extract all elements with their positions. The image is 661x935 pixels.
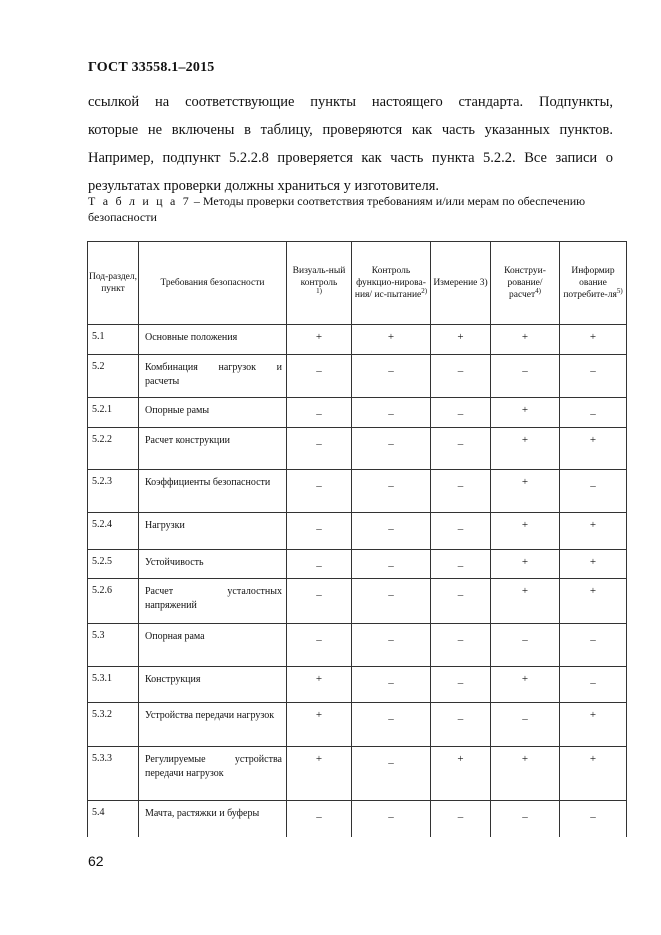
mark-cell: + — [560, 428, 627, 470]
mark-cell: + — [431, 747, 491, 801]
mark-cell: – — [491, 801, 560, 837]
mark-cell: + — [287, 667, 352, 703]
mark-cell: – — [352, 801, 431, 837]
mark-cell: + — [491, 470, 560, 513]
mark-cell: – — [431, 428, 491, 470]
requirement-cell: Конструкция — [139, 667, 287, 703]
clause-cell: 5.2.2 — [88, 428, 139, 470]
mark-cell: – — [352, 428, 431, 470]
mark-cell: – — [287, 579, 352, 624]
mark-cell: – — [560, 355, 627, 398]
requirement-cell: Устойчивость — [139, 550, 287, 579]
mark-cell: + — [491, 325, 560, 355]
col-header-visual: Визуаль-ный контроль $^{1)}$ — [287, 242, 352, 325]
clause-cell: 5.2.5 — [88, 550, 139, 579]
table-caption — [88, 193, 618, 225]
col-header-functional: Контроль функцио-нирова-ния/ ис-пытание$^{2)}$ — [352, 242, 431, 325]
mark-cell: + — [431, 325, 491, 355]
verification-methods-table — [87, 241, 627, 837]
col-header-requirements: Требования безопасности — [139, 242, 287, 325]
table-row — [88, 579, 627, 624]
mark-cell: – — [431, 355, 491, 398]
table-row — [88, 470, 627, 513]
mark-cell: + — [560, 550, 627, 579]
requirement-cell: Опорные рамы — [139, 398, 287, 428]
mark-cell: + — [352, 325, 431, 355]
mark-cell: – — [431, 470, 491, 513]
mark-cell: – — [431, 667, 491, 703]
clause-cell: 5.3.3 — [88, 747, 139, 801]
mark-cell: – — [352, 550, 431, 579]
mark-cell: – — [431, 801, 491, 837]
requirement-cell: Основные положения — [139, 325, 287, 355]
requirement-cell: Регулируемые устройства передачи нагрузок — [139, 747, 287, 801]
col-header-design: Конструи-рование/ расчет$^{4)}$ — [491, 242, 560, 325]
mark-cell: – — [287, 355, 352, 398]
clause-cell: 5.3.2 — [88, 703, 139, 747]
table-row — [88, 703, 627, 747]
mark-cell: – — [560, 667, 627, 703]
footnote-mark: 5) — [616, 286, 623, 295]
mark-cell: – — [431, 703, 491, 747]
table-row — [88, 355, 627, 398]
mark-cell: – — [431, 624, 491, 667]
mark-cell: – — [352, 513, 431, 550]
mark-cell: – — [287, 801, 352, 837]
mark-cell: – — [491, 703, 560, 747]
mark-cell: + — [491, 513, 560, 550]
table-row — [88, 667, 627, 703]
mark-cell: + — [491, 428, 560, 470]
mark-cell: – — [560, 624, 627, 667]
mark-cell: + — [491, 550, 560, 579]
requirement-cell: Комбинация нагрузок и расчеты — [139, 355, 287, 398]
mark-cell: – — [287, 624, 352, 667]
page-number: 62 — [88, 853, 104, 869]
mark-cell: – — [352, 703, 431, 747]
mark-cell: – — [352, 579, 431, 624]
table-row — [88, 550, 627, 579]
table-caption-text: – Методы проверки соответствия требованиям и/или мерам по обеспечению безопасности — [88, 194, 586, 224]
mark-cell: – — [560, 398, 627, 428]
mark-cell: + — [560, 747, 627, 801]
clause-cell: 5.1 — [88, 325, 139, 355]
mark-cell: – — [491, 355, 560, 398]
col-header-clause: Под-раздел, пункт — [88, 242, 139, 325]
mark-cell: + — [287, 703, 352, 747]
mark-cell: – — [352, 667, 431, 703]
mark-cell: – — [560, 801, 627, 837]
document-header: ГОСТ 33558.1–2015 — [88, 60, 215, 75]
mark-cell: – — [352, 398, 431, 428]
mark-cell: + — [491, 579, 560, 624]
mark-cell: – — [287, 398, 352, 428]
mark-cell: + — [560, 703, 627, 747]
clause-cell: 5.3 — [88, 624, 139, 667]
clause-cell: 5.2 — [88, 355, 139, 398]
paragraph-line: которые не включены в таблицу, проверяются как часть указанных пунктов. — [88, 122, 613, 138]
requirement-cell: Расчет конструкции — [139, 428, 287, 470]
mark-cell: – — [431, 550, 491, 579]
requirement-cell: Коэффициенты безопасности — [139, 470, 287, 513]
table-row — [88, 325, 627, 355]
clause-cell: 5.2.4 — [88, 513, 139, 550]
paragraph-line: ссылкой на соответствующие пункты настоящего стандарта. Подпункты, — [88, 94, 613, 110]
requirement-cell: Устройства передачи нагрузок — [139, 703, 287, 747]
clause-cell: 5.2.6 — [88, 579, 139, 624]
table-header-row — [88, 242, 627, 325]
table-row — [88, 398, 627, 428]
requirement-cell: Мачта, растяжки и буферы — [139, 801, 287, 837]
mark-cell: – — [560, 470, 627, 513]
mark-cell: + — [491, 747, 560, 801]
mark-cell: – — [431, 513, 491, 550]
mark-cell: – — [431, 579, 491, 624]
mark-cell: + — [287, 747, 352, 801]
mark-cell: – — [352, 355, 431, 398]
mark-cell: + — [491, 667, 560, 703]
mark-cell: – — [287, 513, 352, 550]
footnote-mark: 4) — [535, 286, 541, 295]
footnote-mark: 2) — [421, 286, 428, 295]
mark-cell: + — [560, 325, 627, 355]
table-row — [88, 624, 627, 667]
mark-cell: – — [352, 747, 431, 801]
paragraph-line: результатах проверки должны храниться у изготовителя. — [88, 178, 439, 194]
table-row — [88, 801, 627, 837]
table-row — [88, 428, 627, 470]
clause-cell: 5.2.1 — [88, 398, 139, 428]
col-header-info: Информир ование потребите-$ля^{5)}$ — [560, 242, 627, 325]
mark-cell: + — [560, 513, 627, 550]
clause-cell: 5.4 — [88, 801, 139, 837]
col-header-measurement: Измерение 3) — [431, 242, 491, 325]
mark-cell: + — [287, 325, 352, 355]
requirement-cell: Нагрузки — [139, 513, 287, 550]
mark-cell: – — [287, 428, 352, 470]
requirement-cell: Опорная рама — [139, 624, 287, 667]
body-paragraph — [88, 88, 613, 200]
mark-cell: – — [491, 624, 560, 667]
paragraph-line: Например, подпункт 5.2.2.8 проверяется как часть пункта 5.2.2. Все записи о — [88, 150, 613, 166]
mark-cell: – — [287, 470, 352, 513]
clause-cell: 5.2.3 — [88, 470, 139, 513]
mark-cell: – — [287, 550, 352, 579]
footnote-mark: 1) — [316, 286, 322, 295]
mark-cell: – — [352, 624, 431, 667]
mark-cell: + — [560, 579, 627, 624]
table-row — [88, 747, 627, 801]
table-caption-label: Т а б л и ц а 7 — [88, 194, 191, 208]
mark-cell: + — [491, 398, 560, 428]
mark-cell: – — [352, 470, 431, 513]
table-row — [88, 513, 627, 550]
mark-cell: – — [431, 398, 491, 428]
clause-cell: 5.3.1 — [88, 667, 139, 703]
requirement-cell: Расчет усталостных напряжений — [139, 579, 287, 624]
